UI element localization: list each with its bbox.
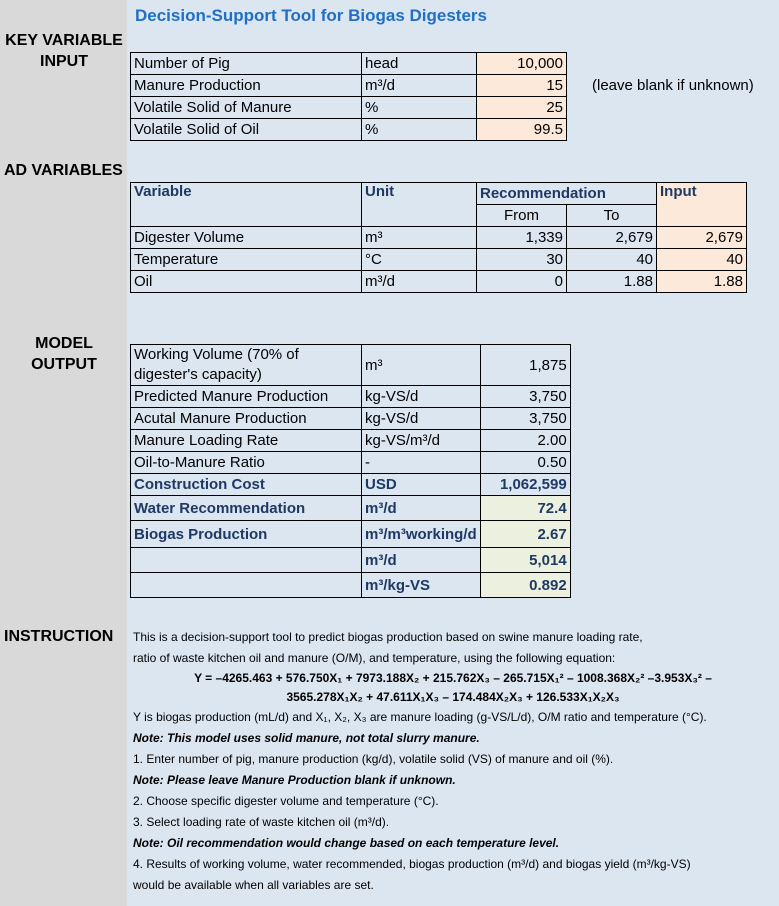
row-label: Acutal Manure Production xyxy=(131,408,362,430)
row-unit: m³/d xyxy=(362,271,477,293)
equation-line: 3565.278X₁X₂ + 47.611X₁X₃ – 174.484X₂X₃ + 126.533X₁X₂X₃ xyxy=(286,690,620,704)
table-row xyxy=(131,53,567,75)
table-row xyxy=(131,408,571,430)
instruction-line: ratio of waste kitchen oil and manure (O/M), and temperature, using the following equation: xyxy=(133,651,616,665)
row-unit: % xyxy=(362,119,477,141)
row-unit: m³ xyxy=(362,345,481,386)
construction-cost-value: 1,062,599 xyxy=(480,474,570,496)
table-row xyxy=(131,97,567,119)
row-unit: m³ xyxy=(362,227,477,249)
manure-production-input[interactable]: 15 xyxy=(477,75,567,97)
row-label: Water Recommendation xyxy=(131,496,362,521)
section-ad-variables: AD VARIABLES xyxy=(4,162,123,179)
biogas-rate-value: 2.67 xyxy=(480,521,570,548)
rec-to: 40 xyxy=(567,249,657,271)
header-from: From xyxy=(477,205,567,227)
equation-line: Y = –4265.463 + 576.750X₁ + 7973.188X₂ + 215.762X₃ – 265.715X₁² – 1008.368X₂² –3.953X₃² – xyxy=(194,671,712,685)
oil-input[interactable]: 1.88 xyxy=(657,271,747,293)
row-label: Predicted Manure Production xyxy=(131,386,362,408)
instruction-step: 2. Choose specific digester volume and temperature (°C). xyxy=(133,794,439,808)
header-unit: Unit xyxy=(362,183,477,227)
row-unit: m³/d xyxy=(362,75,477,97)
row-unit: kg-VS/d xyxy=(362,408,481,430)
row-label: Volatile Solid of Oil xyxy=(131,119,362,141)
rec-to: 2,679 xyxy=(567,227,657,249)
table-row xyxy=(131,430,571,452)
row-label: Working Volume (70% of digester's capacity) xyxy=(131,345,362,386)
temperature-input[interactable]: 40 xyxy=(657,249,747,271)
manure-blank-note: (leave blank if unknown) xyxy=(592,77,754,94)
left-label-column xyxy=(0,0,127,906)
instruction-step: 3. Select loading rate of waste kitchen oil (m³/d). xyxy=(133,815,390,829)
instruction-note: Note: Please leave Manure Production blank if unknown. xyxy=(133,773,456,787)
predicted-manure-value: 3,750 xyxy=(480,386,570,408)
section-instruction: INSTRUCTION xyxy=(4,628,114,645)
vs-manure-input[interactable]: 25 xyxy=(477,97,567,119)
loading-rate-value: 2.00 xyxy=(480,430,570,452)
table-row xyxy=(131,119,567,141)
row-unit: USD xyxy=(362,474,481,496)
section-model-output: MODEL OUTPUT xyxy=(31,335,97,373)
table-row xyxy=(131,474,571,496)
row-label: Oil-to-Manure Ratio xyxy=(131,452,362,474)
section-key-input: KEY VARIABLE INPUT xyxy=(5,32,123,70)
ad-variables-table xyxy=(130,182,747,293)
biogas-yield-value: 0.892 xyxy=(480,573,570,598)
rec-from: 0 xyxy=(477,271,567,293)
row-label: Temperature xyxy=(131,249,362,271)
row-unit: m³/d xyxy=(362,496,481,521)
working-volume-value: 1,875 xyxy=(480,345,570,386)
table-row xyxy=(131,573,571,598)
number-of-pig-input[interactable]: 10,000 xyxy=(477,53,567,75)
row-unit: °C xyxy=(362,249,477,271)
instruction-note: Note: Oil recommendation would change based on each temperature level. xyxy=(133,836,560,850)
row-unit: % xyxy=(362,97,477,119)
table-row xyxy=(131,249,747,271)
header-to: To xyxy=(567,205,657,227)
instruction-note: Note: This model uses solid manure, not total slurry manure. xyxy=(133,731,480,745)
table-row xyxy=(131,496,571,521)
key-input-table xyxy=(130,52,567,141)
row-label xyxy=(131,548,362,573)
rec-from: 1,339 xyxy=(477,227,567,249)
table-row xyxy=(131,271,747,293)
actual-manure-value: 3,750 xyxy=(480,408,570,430)
row-unit: head xyxy=(362,53,477,75)
table-row xyxy=(131,521,571,548)
row-label: Number of Pig xyxy=(131,53,362,75)
rec-to: 1.88 xyxy=(567,271,657,293)
table-row xyxy=(131,75,567,97)
header-variable: Variable xyxy=(131,183,362,227)
row-unit: m³/d xyxy=(362,548,481,573)
instruction-block xyxy=(133,627,773,896)
row-label: Volatile Solid of Manure xyxy=(131,97,362,119)
row-unit: m³/m³working/d xyxy=(362,521,481,548)
row-label xyxy=(131,573,362,598)
table-row xyxy=(131,548,571,573)
table-row xyxy=(131,386,571,408)
instruction-line: Y is biogas production (mL/d) and X₁, X₂, X₃ are manure loading (g-VS/L/d), O/M ratio and temperature (°C). xyxy=(133,710,707,724)
vs-oil-input[interactable]: 99.5 xyxy=(477,119,567,141)
instruction-step: would be available when all variables are set. xyxy=(133,878,374,892)
digester-volume-input[interactable]: 2,679 xyxy=(657,227,747,249)
water-recommendation-value: 72.4 xyxy=(480,496,570,521)
table-row xyxy=(131,227,747,249)
table-header-row xyxy=(131,183,747,205)
row-unit: kg-VS/m³/d xyxy=(362,430,481,452)
instruction-step: 4. Results of working volume, water recommended, biogas production (m³/d) and biogas yield (m³/kg-VS) xyxy=(133,857,691,871)
header-input: Input xyxy=(657,183,747,227)
row-unit: m³/kg-VS xyxy=(362,573,481,598)
oil-manure-ratio-value: 0.50 xyxy=(480,452,570,474)
rec-from: 30 xyxy=(477,249,567,271)
row-label: Biogas Production xyxy=(131,521,362,548)
biogas-daily-value: 5,014 xyxy=(480,548,570,573)
row-label: Digester Volume xyxy=(131,227,362,249)
row-unit: kg-VS/d xyxy=(362,386,481,408)
model-output-table xyxy=(130,344,571,598)
row-label: Oil xyxy=(131,271,362,293)
instruction-step: 1. Enter number of pig, manure production (kg/d), volatile solid (VS) of manure and oil (%). xyxy=(133,752,614,766)
row-label: Manure Production xyxy=(131,75,362,97)
table-row xyxy=(131,452,571,474)
table-row xyxy=(131,345,571,386)
page-title: Decision-Support Tool for Biogas Digesters xyxy=(135,6,487,25)
row-label: Construction Cost xyxy=(131,474,362,496)
row-label: Manure Loading Rate xyxy=(131,430,362,452)
header-recommendation: Recommendation xyxy=(477,183,657,205)
instruction-line: This is a decision-support tool to predict biogas production based on swine manure loading rate, xyxy=(133,630,643,644)
row-unit: - xyxy=(362,452,481,474)
